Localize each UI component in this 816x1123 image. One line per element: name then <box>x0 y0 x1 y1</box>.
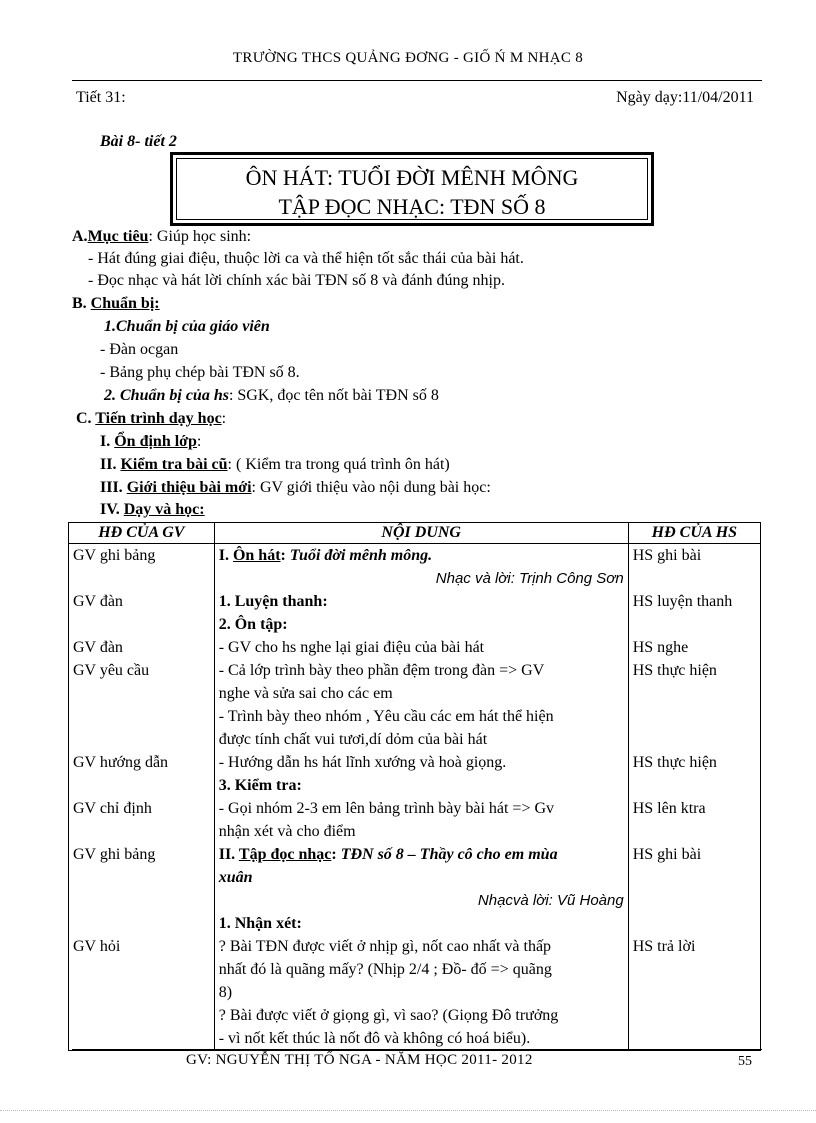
student-activity: HS nghe <box>632 639 689 656</box>
step-4-num: IV. <box>100 501 124 518</box>
content-fragment: II. <box>218 846 239 863</box>
section-a-label: Mục tiêu <box>87 228 149 245</box>
content-fragment: Ôn hát <box>232 547 281 564</box>
table-row <box>69 590 761 636</box>
table-row <box>69 544 761 591</box>
teacher-activity-cell <box>69 659 215 751</box>
teacher-activity: GV ghi bảng <box>73 846 156 863</box>
table-header-row <box>69 523 761 544</box>
page-bottom-edge <box>0 1110 816 1111</box>
content-fragment: Tập đọc nhạc <box>238 846 332 863</box>
section-a-item-1: - Hát đúng giai điệu, thuộc lời ca và thể hiện tốt sắc thái của bài hát. <box>88 250 524 267</box>
step-3-label: Giới thiệu bài mới <box>126 479 252 496</box>
page-footer: GV: NGUYỄN THỊ TỐ NGA - NĂM HỌC 2011- 2012 <box>186 1052 533 1068</box>
content-cell <box>214 797 628 843</box>
content-line: 8) <box>218 984 233 1001</box>
author-credit: Nhạcvà lời: Vũ Hoàng <box>477 892 624 909</box>
content-cell <box>214 935 628 1051</box>
title-line-1: ÔN HÁT: TUỔI ĐỜI MÊNH MÔNG <box>245 165 579 190</box>
content-fragment: Tuổi đời mênh mông. <box>289 547 433 564</box>
lesson-subtitle: Bài 8- tiết 2 <box>100 133 177 150</box>
section-a-item-2: - Đọc nhạc và hát lời chính xác bài TĐN số 8 và đánh đúng nhịp. <box>88 272 505 289</box>
content-cell <box>214 659 628 751</box>
section-a-heading <box>72 228 251 246</box>
title-box <box>170 152 654 226</box>
teacher-activity: GV hướng dẫn <box>73 754 169 771</box>
section-b-label: Chuẩn bị: <box>90 295 160 312</box>
student-activity-cell <box>628 751 760 797</box>
teacher-activity: GV chỉ định <box>73 800 152 817</box>
step-1-rest: : <box>196 433 202 450</box>
student-activity: HS thực hiện <box>632 662 717 679</box>
teacher-activity-cell <box>69 590 215 636</box>
content-line: - GV cho hs nghe lại giai điệu của bài hát <box>218 639 485 656</box>
student-prep-label: 2. Chuẩn bị của hs <box>104 387 229 404</box>
content-line: xuân <box>218 869 253 886</box>
header-teacher-activity: HĐ CỦA GV <box>69 523 215 544</box>
section-c-label: Tiến trình dạy học <box>95 410 222 427</box>
content-fragment: I. <box>218 547 233 564</box>
teacher-activity: GV ghi bảng <box>73 547 156 564</box>
content-line: nhất đó là quãng mấy? (Nhịp 2/4 ; Đồ- đố => quãng <box>218 961 552 978</box>
student-activity: HS thực hiện <box>632 754 717 771</box>
content-line: ? Bài TĐN được viết ở nhịp gì, nốt cao nhất và thấp <box>218 938 552 955</box>
student-activity-cell <box>628 843 760 935</box>
content-line <box>219 544 624 567</box>
step-2-rest: : ( Kiểm tra trong quá trình ôn hát) <box>227 456 450 473</box>
step-4-label: Dạy và học: <box>123 501 205 518</box>
content-line: - Hướng dẫn hs hát lĩnh xướng và hoà giọng. <box>218 754 507 771</box>
teacher-activity-cell <box>69 843 215 935</box>
activity-table <box>68 522 761 1051</box>
title-inner <box>176 158 648 220</box>
content-fragment: TĐN số 8 – Thầy cô cho em mùa <box>340 846 558 863</box>
content-cell <box>214 590 628 636</box>
step-1-num: I. <box>100 433 115 450</box>
teacher-prep-item-2: - Bảng phụ chép bài TĐN số 8. <box>100 364 300 381</box>
content-line: nghe và sửa sai cho các em <box>218 685 393 702</box>
step-2-num: II. <box>100 456 121 473</box>
content-line: được tính chất vui tươi,dí dỏm của bài hát <box>218 731 488 748</box>
teacher-activity: GV yêu cầu <box>73 662 150 679</box>
teacher-prep-heading: 1.Chuẩn bị của giáo viên <box>104 318 270 335</box>
teacher-activity: GV đàn <box>73 639 123 656</box>
section-c-heading <box>76 410 226 428</box>
teacher-activity-cell <box>69 935 215 1051</box>
content-line: - Cả lớp trình bày theo phần đệm trong đàn => GV <box>218 662 545 679</box>
page-header: TRƯỜNG THCS QUẢNG ĐƠNG - GIỐ Ń M NHẠC 8 <box>232 50 584 66</box>
header-rule <box>72 80 762 81</box>
teacher-prep-item-1: - Đàn ocgan <box>100 341 179 358</box>
lesson-date: Ngày dạy:11/04/2011 <box>616 89 754 106</box>
teacher-activity-cell <box>69 636 215 659</box>
student-activity-cell <box>628 659 760 751</box>
content-line <box>219 843 624 866</box>
footer-rule <box>72 1049 762 1050</box>
content-fragment: : <box>331 846 341 863</box>
teacher-activity: GV đàn <box>73 593 123 610</box>
step-2 <box>100 456 450 474</box>
student-activity-cell <box>628 590 760 636</box>
student-activity-cell <box>628 544 760 591</box>
student-activity: HS ghi bài <box>632 547 702 564</box>
table-row <box>69 659 761 751</box>
student-activity-cell <box>628 636 760 659</box>
section-c-prefix: C. <box>76 410 96 427</box>
content-cell <box>214 544 628 591</box>
table-body <box>69 544 761 1051</box>
section-a-prefix: A. <box>72 228 88 245</box>
teacher-activity: GV hỏi <box>73 938 121 955</box>
content-line: 3. Kiểm tra: <box>218 777 302 794</box>
header-content: NỘI DUNG <box>214 523 628 544</box>
teacher-activity-cell <box>69 544 215 591</box>
table-row <box>69 636 761 659</box>
table-row <box>69 935 761 1051</box>
table-row <box>69 797 761 843</box>
table-row <box>69 751 761 797</box>
step-3-num: III. <box>100 479 127 496</box>
student-activity-cell <box>628 797 760 843</box>
step-3-rest: : GV giới thiệu vào nội dung bài học: <box>251 479 491 496</box>
student-activity: HS luyện thanh <box>632 593 733 610</box>
content-cell <box>214 636 628 659</box>
student-prep-rest: : SGK, đọc tên nốt bài TĐN số 8 <box>228 387 439 404</box>
student-activity: HS trả lời <box>632 938 696 955</box>
header-student-activity: HĐ CỦA HS <box>628 523 760 544</box>
title-line-2: TẬP ĐỌC NHẠC: TĐN SỐ 8 <box>278 194 546 219</box>
student-activity: HS ghi bài <box>632 846 702 863</box>
content-line: nhận xét và cho điểm <box>218 823 356 840</box>
lesson-period: Tiết 31: <box>76 89 126 106</box>
step-3 <box>100 479 491 497</box>
content-cell <box>214 751 628 797</box>
student-activity-cell <box>628 935 760 1051</box>
step-2-label: Kiểm tra bài cũ <box>120 456 228 473</box>
content-line: - vì nốt kết thúc là nốt đô và không có hoá biểu). <box>218 1030 531 1047</box>
content-cell <box>214 843 628 935</box>
content-line: 1. Nhận xét: <box>218 915 302 932</box>
section-c-rest: : <box>221 410 227 427</box>
section-a-rest: : Giúp học sinh: <box>148 228 252 245</box>
section-b-heading <box>72 295 160 313</box>
content-line: 1. Luyện thanh: <box>218 593 328 610</box>
step-4 <box>100 501 205 519</box>
content-line: - Trình bày theo nhóm , Yêu cầu các em hát thể hiện <box>218 708 554 725</box>
content-fragment: : <box>280 547 290 564</box>
step-1 <box>100 433 201 451</box>
content-line: 2. Ôn tập: <box>218 616 288 633</box>
step-1-label: Ổn định lớp <box>114 433 197 450</box>
student-activity: HS lên ktra <box>632 800 706 817</box>
author-credit: Nhạc và lời: Trịnh Công Sơn <box>435 570 624 587</box>
teacher-activity-cell <box>69 751 215 797</box>
teacher-activity-cell <box>69 797 215 843</box>
content-line: - Gọi nhóm 2-3 em lên bảng trình bày bài hát => Gv <box>218 800 555 817</box>
section-b-prefix: B. <box>72 295 91 312</box>
page-number: 55 <box>738 1054 752 1069</box>
student-prep <box>104 387 439 405</box>
table-row <box>69 843 761 935</box>
content-line: ? Bài được viết ở giọng gì, vì sao? (Giọng Đô trưởng <box>218 1007 559 1024</box>
